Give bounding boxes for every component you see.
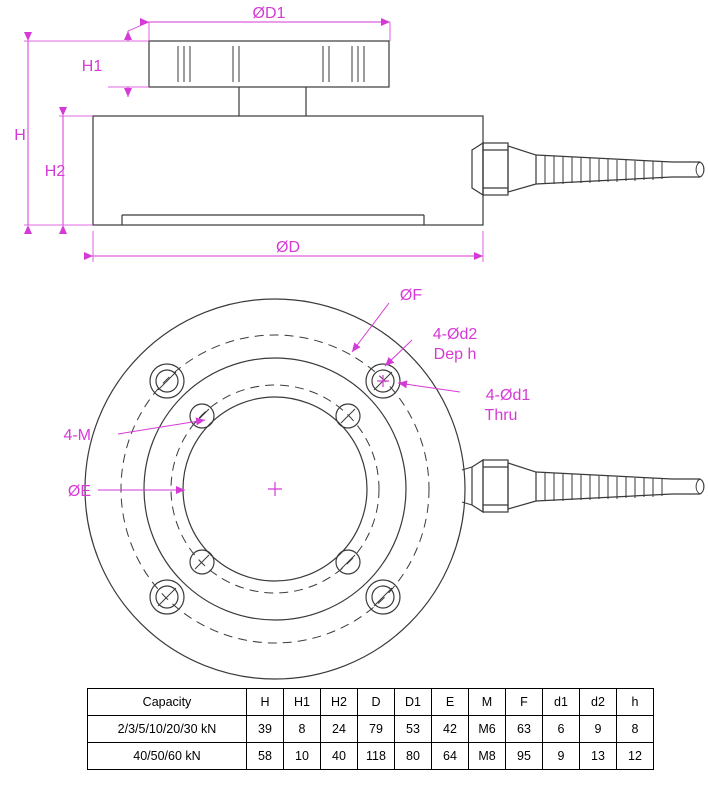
cell-h2: 40: [321, 743, 358, 770]
th-m: M: [469, 689, 506, 716]
table-header-row: [88, 689, 654, 716]
th-d1-hole: d1: [543, 689, 580, 716]
cell-h-dep: 12: [617, 743, 654, 770]
label-d2: 4-Ød2: [432, 326, 478, 343]
cell-h-dep: 8: [617, 716, 654, 743]
cell-m: M6: [469, 716, 506, 743]
side-view: [93, 41, 704, 225]
label-thru: Thru: [484, 407, 518, 424]
label-dep-h: Dep h: [433, 346, 477, 363]
cell-h: 58: [247, 743, 284, 770]
cell-capacity: 40/50/60 kN: [88, 743, 247, 770]
cell-d1-hole: 9: [543, 743, 580, 770]
label-h2: H2: [44, 163, 66, 180]
cell-h1: 10: [284, 743, 321, 770]
label-d1: ØD1: [252, 5, 286, 22]
cell-e: 42: [432, 716, 469, 743]
cell-d1: 53: [395, 716, 432, 743]
label-d: ØD: [276, 239, 300, 256]
label-f: ØF: [399, 287, 423, 304]
th-h-dep: h: [617, 689, 654, 716]
cell-h2: 24: [321, 716, 358, 743]
cell-d: 118: [358, 743, 395, 770]
th-h1: H1: [284, 689, 321, 716]
th-h2: H2: [321, 689, 358, 716]
cell-f: 63: [506, 716, 543, 743]
cell-h1: 8: [284, 716, 321, 743]
table-row: [88, 743, 654, 770]
th-d2-hole: d2: [580, 689, 617, 716]
cell-d: 79: [358, 716, 395, 743]
cell-d2-hole: 9: [580, 716, 617, 743]
cell-e: 64: [432, 743, 469, 770]
plan-view: [85, 299, 704, 679]
dimension-table: [87, 688, 654, 770]
th-d1: D1: [395, 689, 432, 716]
label-d1-hole: 4-Ød1: [485, 387, 531, 404]
th-h: H: [247, 689, 284, 716]
th-d: D: [358, 689, 395, 716]
th-e: E: [432, 689, 469, 716]
cell-f: 95: [506, 743, 543, 770]
cell-d1: 80: [395, 743, 432, 770]
cell-capacity: 2/3/5/10/20/30 kN: [88, 716, 247, 743]
label-e: ØE: [67, 483, 91, 500]
th-capacity: Capacity: [88, 689, 247, 716]
label-4m: 4-M: [63, 427, 91, 444]
cell-m: M8: [469, 743, 506, 770]
cell-d2-hole: 13: [580, 743, 617, 770]
cell-d1-hole: 6: [543, 716, 580, 743]
th-f: F: [506, 689, 543, 716]
label-h: H: [14, 127, 26, 144]
cell-h: 39: [247, 716, 284, 743]
label-h1: H1: [81, 58, 103, 75]
table-row: [88, 716, 654, 743]
